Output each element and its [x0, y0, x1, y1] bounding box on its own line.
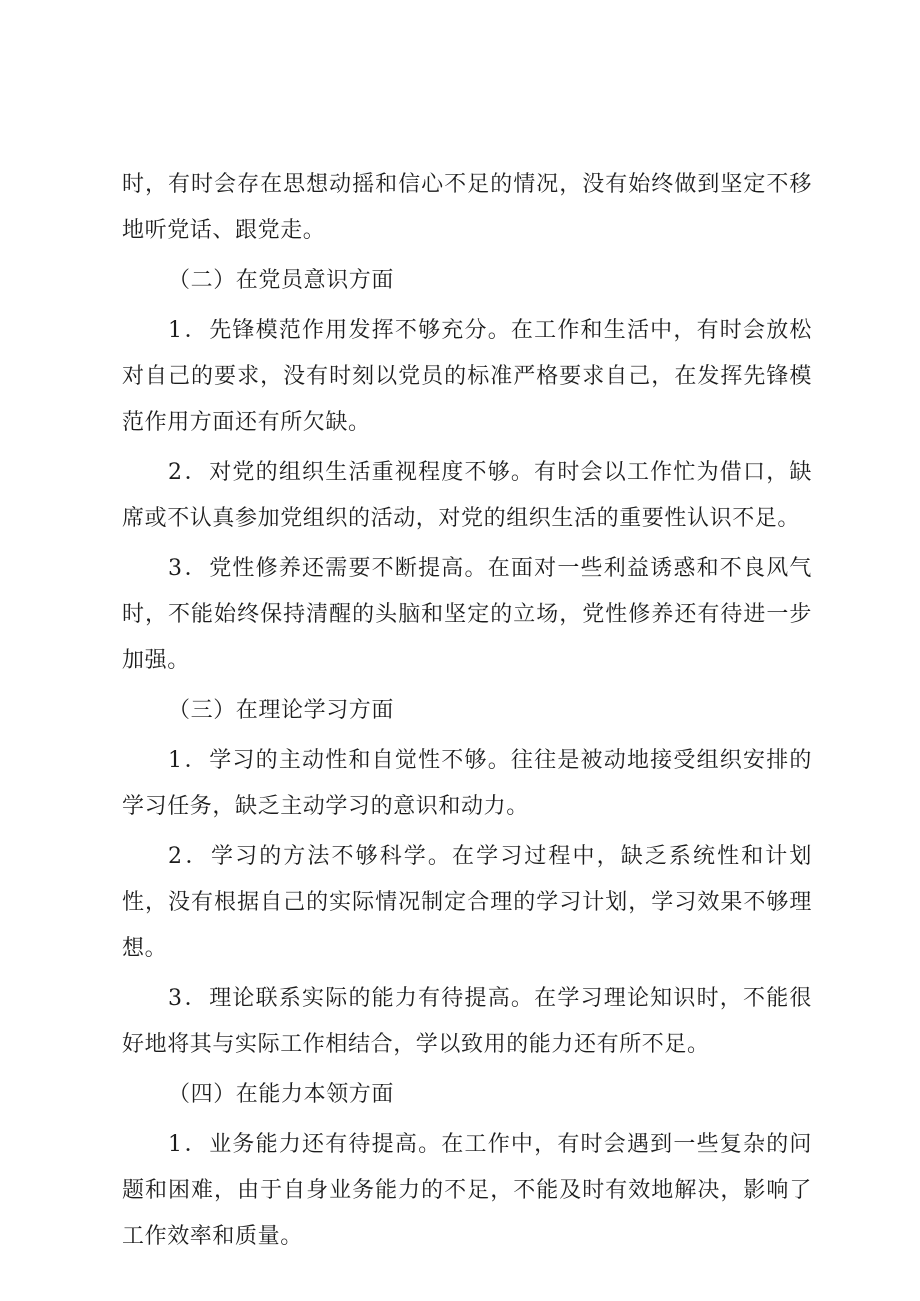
item-number: 1．	[168, 748, 210, 773]
item-number: 1．	[168, 318, 210, 343]
item-number: 3．	[168, 556, 210, 581]
list-item	[122, 834, 812, 972]
list-item	[122, 308, 812, 446]
item-text: 先锋模范作用发挥不够充分。在工作和生活中，有时会放松对自己的要求，没有时刻以党员的标准严格要求自己，在发挥先锋模范作用方面还有所欠缺。	[122, 318, 812, 435]
list-item	[122, 1122, 812, 1260]
item-text: 理论联系实际的能力有待提高。在学习理论知识时，不能很好地将其与实际工作相结合，学以致用的能力还有所不足。	[122, 986, 812, 1057]
item-number: 1．	[168, 1132, 210, 1157]
body-paragraph: 时，有时会存在思想动摇和信心不足的情况，没有始终做到坚定不移地听党话、跟党走。	[122, 172, 812, 243]
list-item	[122, 738, 812, 830]
section-heading-theory-study: （三）在理论学习方面	[168, 698, 395, 723]
item-text: 业务能力还有待提高。在工作中，有时会遇到一些复杂的问题和困难，由于自身业务能力的不足，不能及时有效地解决，影响了工作效率和质量。	[122, 1132, 812, 1249]
item-number: 3．	[168, 986, 210, 1011]
item-text: 学习的方法不够科学。在学习过程中，缺乏系统性和计划性，没有根据自己的实际情况制定合理的学习计划，学习效果不够理想。	[122, 844, 812, 961]
list-item	[122, 546, 812, 684]
list-item	[122, 450, 812, 542]
item-number: 2．	[168, 844, 211, 869]
section-heading-ability: （四）在能力本领方面	[168, 1082, 395, 1107]
document-body	[122, 162, 812, 1260]
item-number: 2．	[168, 460, 210, 485]
item-text: 学习的主动性和自觉性不够。往往是被动地接受组织安排的学习任务，缺乏主动学习的意识和动力。	[122, 748, 812, 819]
list-item	[122, 976, 812, 1068]
item-text: 对党的组织生活重视程度不够。有时会以工作忙为借口，缺席或不认真参加党组织的活动，对党的组织生活的重要性认识不足。	[122, 460, 812, 531]
section-heading-party-member-awareness: （二）在党员意识方面	[168, 268, 395, 293]
item-text: 党性修养还需要不断提高。在面对一些利益诱惑和不良风气时，不能始终保持清醒的头脑和坚定的立场，党性修养还有待进一步加强。	[122, 556, 812, 673]
